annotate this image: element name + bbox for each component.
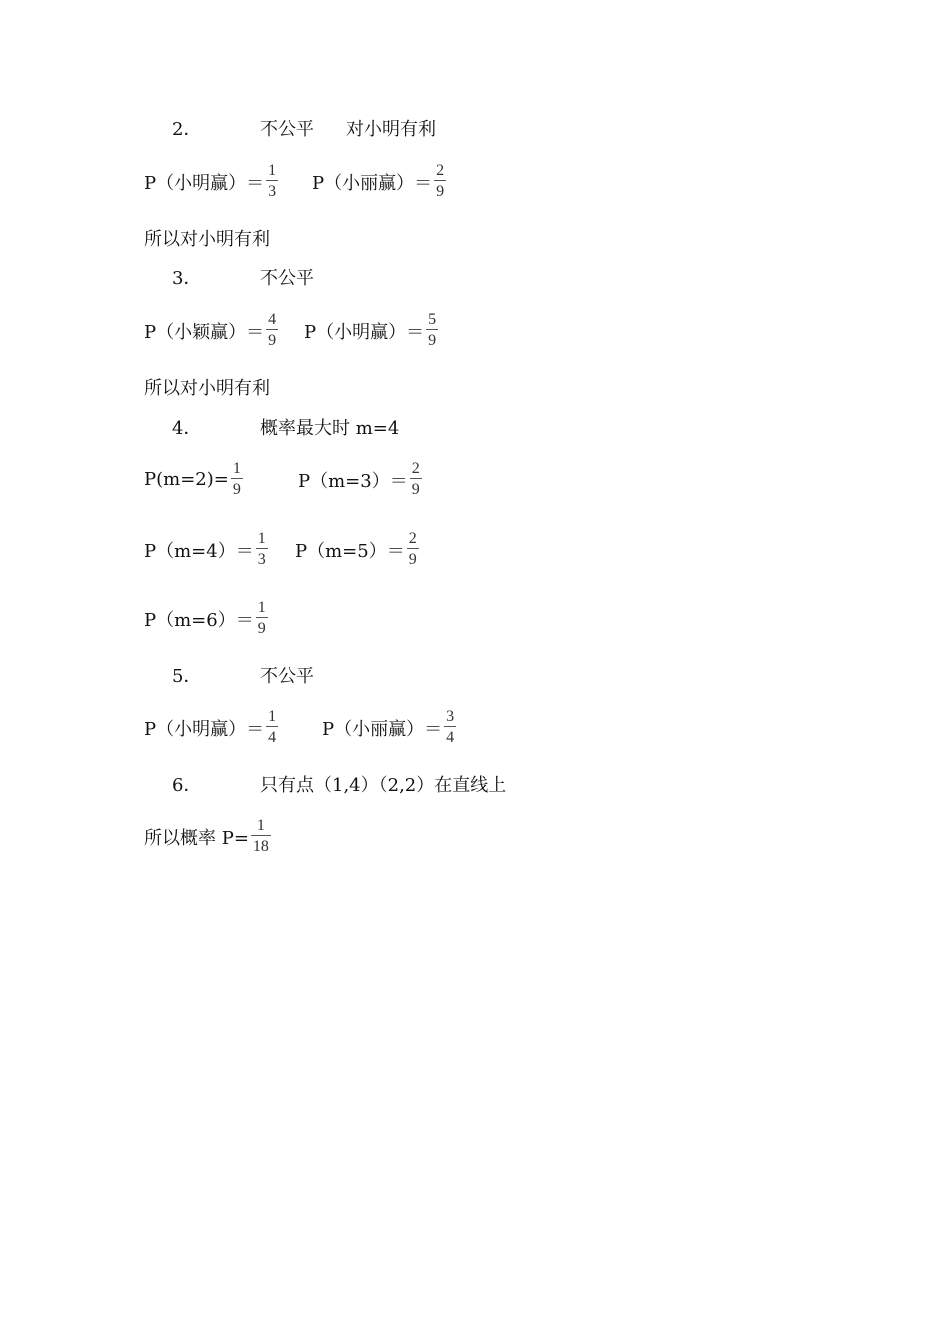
denominator: 9 (268, 332, 277, 349)
denominator: 4 (446, 729, 455, 746)
equation (298, 460, 422, 499)
item-answer: 只有点（1,4）（2,2）在直线上 (260, 775, 507, 796)
equation-label: P(m=2)= (144, 469, 229, 490)
numerator: 1 (268, 708, 277, 725)
equation-label: P（小丽赢）＝ (322, 718, 443, 740)
numerator: 4 (268, 311, 277, 328)
fraction (256, 530, 268, 569)
item-answer: 不公平 (260, 666, 314, 687)
fraction (410, 460, 422, 499)
fraction (251, 817, 271, 856)
item-number: 5． (172, 666, 202, 687)
item-answer: 概率最大时 m=4 (260, 418, 400, 439)
equation (144, 530, 268, 569)
numerator: 3 (446, 708, 455, 725)
item-answer: 不公平 (260, 268, 314, 289)
equation-label: P（m=4）＝ (144, 540, 254, 562)
denominator: 9 (411, 481, 420, 498)
equation (322, 708, 456, 747)
numerator: 5 (428, 311, 437, 328)
equation-label: P（m=6）＝ (144, 609, 254, 631)
denominator: 9 (436, 183, 445, 200)
item-number: 3． (172, 268, 202, 289)
denominator: 3 (268, 183, 277, 200)
denominator: 18 (252, 838, 269, 855)
numerator: 1 (232, 460, 241, 477)
equation (144, 599, 268, 638)
fraction (407, 530, 419, 569)
equation (144, 162, 278, 201)
conclusion-text: 所以对小明有利 (144, 378, 270, 399)
fraction (256, 599, 268, 638)
numerator: 1 (268, 162, 277, 179)
fraction (266, 311, 278, 350)
conclusion-text: 所以对小明有利 (144, 229, 270, 250)
item-number: 4． (172, 418, 202, 439)
item-number: 6． (172, 775, 202, 796)
denominator: 3 (257, 551, 266, 568)
equation-label: P（小颖赢）＝ (144, 321, 265, 343)
equation (144, 460, 243, 499)
item-number: 2． (172, 119, 202, 140)
equation (312, 162, 446, 201)
item-answer: 不公平 (260, 119, 314, 140)
denominator: 9 (257, 620, 266, 637)
fraction (266, 162, 278, 201)
numerator: 2 (408, 530, 417, 547)
equation-label: P（小丽赢）＝ (312, 172, 433, 194)
item-conclusion: 对小明有利 (346, 119, 436, 140)
equation-label: P（m=5）＝ (295, 540, 405, 562)
numerator: 1 (256, 817, 265, 834)
denominator: 9 (408, 551, 417, 568)
equation-label: P（m=3）＝ (298, 470, 408, 492)
fraction (266, 708, 278, 747)
equation (304, 311, 438, 350)
fraction (426, 311, 438, 350)
equation (144, 708, 278, 747)
numerator: 2 (411, 460, 420, 477)
equation-label: 所以概率 P= (144, 827, 249, 849)
numerator: 1 (257, 530, 266, 547)
equation (144, 311, 278, 350)
denominator: 4 (268, 729, 277, 746)
fraction (231, 460, 243, 499)
equation (144, 817, 271, 856)
fraction (434, 162, 446, 201)
equation-label: P（小明赢）＝ (144, 172, 265, 194)
equation-label: P（小明赢）＝ (304, 321, 425, 343)
numerator: 1 (257, 599, 266, 616)
fraction (444, 708, 456, 747)
equation-label: P（小明赢）＝ (144, 718, 265, 740)
equation (295, 530, 419, 569)
numerator: 2 (436, 162, 445, 179)
denominator: 9 (232, 481, 241, 498)
denominator: 9 (428, 332, 437, 349)
